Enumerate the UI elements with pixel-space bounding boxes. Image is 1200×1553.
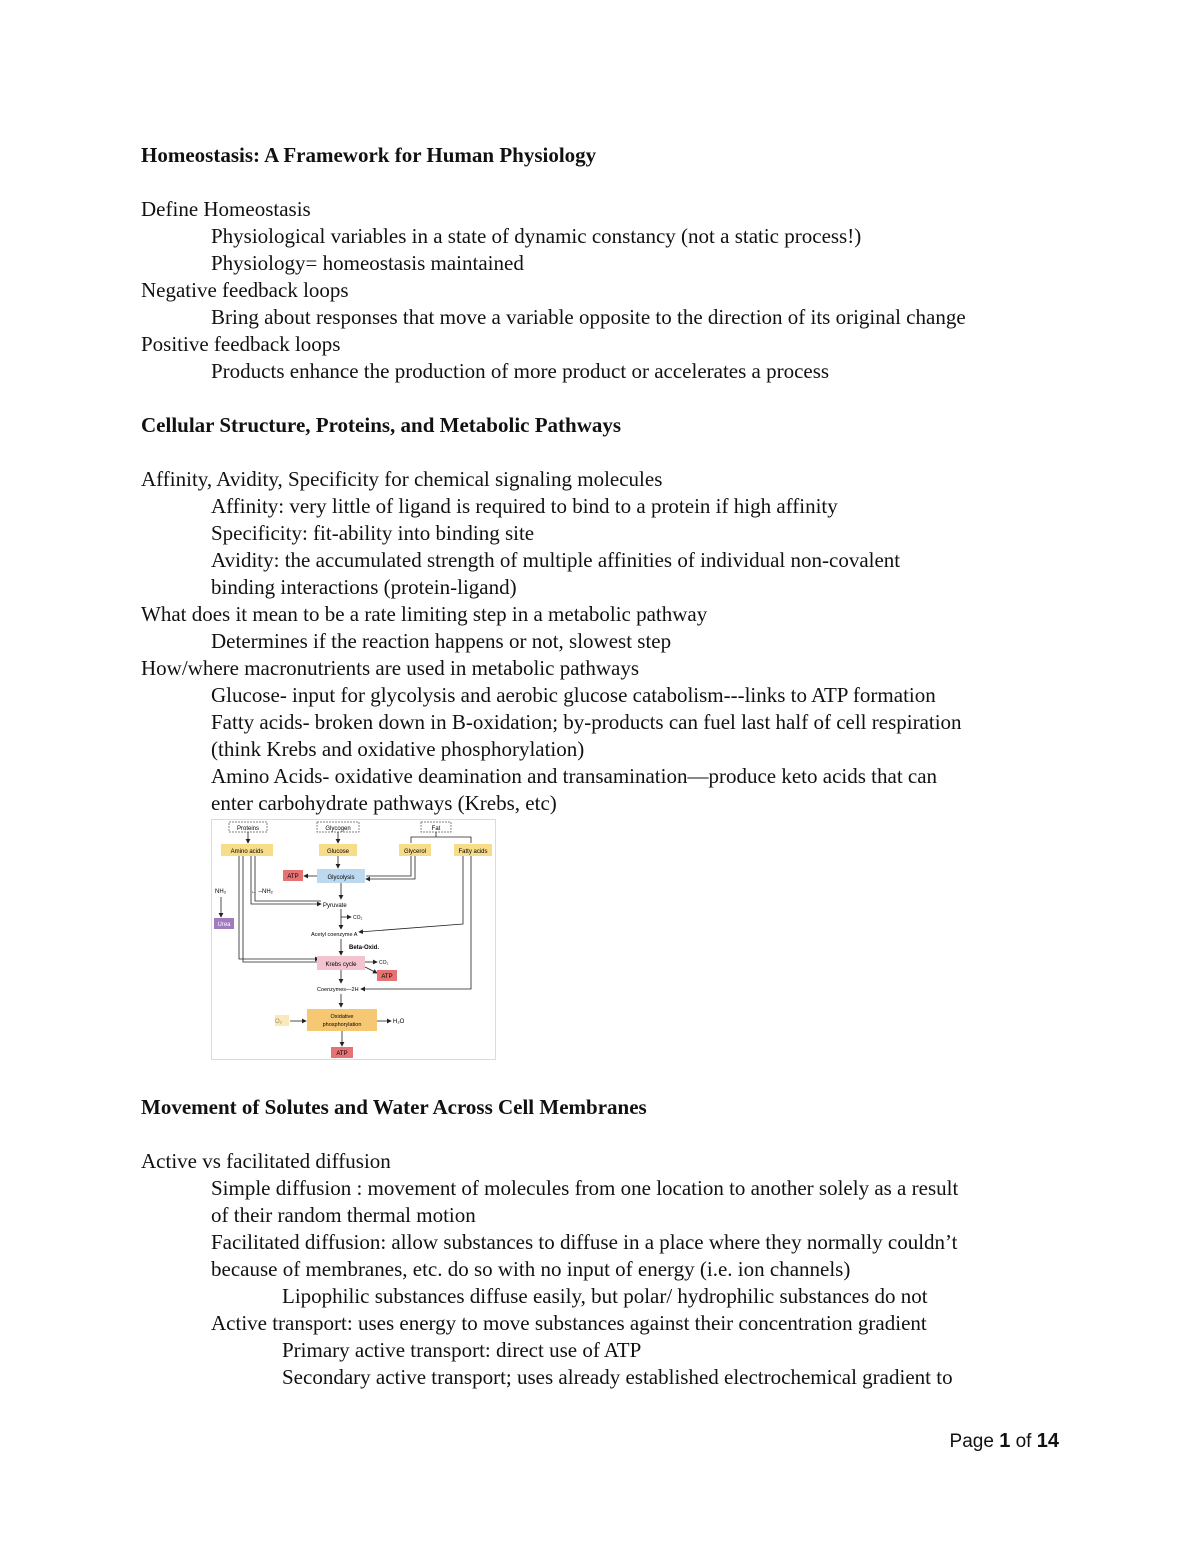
current-page: 1 xyxy=(999,1430,1011,1452)
text-line: enter carbohydrate pathways (Krebs, etc) xyxy=(211,791,557,815)
text-line: How/where macronutrients are used in metabolic pathways xyxy=(141,656,640,680)
text-line: Specificity: fit-ability into binding site xyxy=(211,521,535,545)
text-line: because of membranes, etc. do so with no input of energy (i.e. ion channels) xyxy=(211,1257,851,1281)
section-heading-homeostasis: Homeostasis: A Framework for Human Physiology xyxy=(141,143,597,167)
text-line: Physiological variables in a state of dynamic constancy (not a static process!) xyxy=(211,224,862,248)
text-line: Negative feedback loops xyxy=(141,278,349,302)
h2o-label: H₂O xyxy=(393,1019,405,1025)
co2-label: CO₂ xyxy=(353,915,363,921)
text-line: Glucose- input for glycolysis and aerobic glucose catabolism---links to ATP formation xyxy=(211,683,936,707)
text-line: Positive feedback loops xyxy=(141,332,341,356)
nh2-label: ← –NH₂ xyxy=(251,889,273,895)
text-line: binding interactions (protein-ligand) xyxy=(211,575,517,599)
text-line: Affinity: very little of ligand is required to bind to a protein if high affinity xyxy=(211,494,838,518)
text-line: Active transport: uses energy to move substances against their concentration gradient xyxy=(211,1311,927,1335)
text-line: Active vs facilitated diffusion xyxy=(141,1149,391,1173)
page-number xyxy=(950,1430,1059,1453)
text-line: of their random thermal motion xyxy=(211,1203,476,1227)
section-heading-cellular-structure: Cellular Structure, Proteins, and Metabolic Pathways xyxy=(141,413,622,437)
co2-label: CO₂ xyxy=(379,960,389,966)
oxidative-label: Oxidative xyxy=(330,1014,354,1020)
fat-label: Fat xyxy=(431,826,441,832)
glucose-label: Glucose xyxy=(326,849,350,855)
text-line: Bring about responses that move a variable opposite to the direction of its original change xyxy=(211,305,966,329)
text-line: Secondary active transport; uses already established electrochemical gradient to xyxy=(282,1365,953,1389)
amino-acids-label: Amino acids xyxy=(230,849,264,855)
text-line: Affinity, Avidity, Specificity for chemical signaling molecules xyxy=(141,467,663,491)
coenzymes-label: Coenzymes—2H xyxy=(317,987,359,993)
text-line: Primary active transport: direct use of ATP xyxy=(282,1338,642,1362)
glycerol-label: Glycerol xyxy=(403,849,427,855)
atp-label: ATP xyxy=(336,1051,348,1057)
atp-label: ATP xyxy=(287,874,299,880)
text-line: Amino Acids- oxidative deamination and transamination—produce keto acids that can xyxy=(211,764,938,788)
text-line: What does it mean to be a rate limiting step in a metabolic pathway xyxy=(141,602,708,626)
text-line: (think Krebs and oxidative phosphorylation) xyxy=(211,737,585,761)
fatty-acids-label: Fatty acids xyxy=(458,849,488,855)
atp-label: ATP xyxy=(381,974,393,980)
text-line: Physiology= homeostasis maintained xyxy=(211,251,524,275)
glycolysis-label: Glycolysis xyxy=(327,875,355,881)
nh3-label: NH₃ xyxy=(215,889,227,895)
pyruvate-label: Pyruvate xyxy=(323,903,347,909)
o2-box xyxy=(275,1015,289,1026)
text-line: Determines if the reaction happens or not, slowest step xyxy=(211,629,672,653)
text-line: Lipophilic substances diffuse easily, but polar/ hydrophilic substances do not xyxy=(282,1284,928,1308)
text-line: Facilitated diffusion: allow substances to diffuse in a place where they normally couldn’t xyxy=(211,1230,958,1254)
text-line: Products enhance the production of more product or accelerates a process xyxy=(211,359,830,383)
proteins-label: Proteins xyxy=(236,826,260,832)
phosphorylation-label: phosphorylation xyxy=(322,1022,362,1028)
page-of: of xyxy=(1015,1431,1032,1452)
metabolic-pathway-figure xyxy=(211,819,501,1064)
acetyl-coa-label: Acetyl coenzyme A xyxy=(311,932,358,938)
urea-label: Urea xyxy=(217,922,231,928)
text-line: Simple diffusion : movement of molecules from one location to another solely as a result xyxy=(211,1176,959,1200)
glycogen-label: Glycogen xyxy=(325,826,351,832)
text-line: Fatty acids- broken down in B-oxidation; by-products can fuel last half of cell respiration xyxy=(211,710,962,734)
total-pages: 14 xyxy=(1036,1430,1059,1452)
text-line: Define Homeostasis xyxy=(141,197,311,221)
krebs-cycle-label: Krebs cycle xyxy=(325,962,357,968)
page-prefix: Page xyxy=(949,1431,994,1452)
document-body xyxy=(141,142,1071,1391)
text-line: Avidity: the accumulated strength of multiple affinities of individual non-covalent xyxy=(211,548,901,572)
beta-oxidation-label: Beta-Oxid. xyxy=(349,945,380,951)
section-heading-movement-of-solutes: Movement of Solutes and Water Across Cell Membranes xyxy=(141,1095,647,1119)
metabolic-pathway-diagram xyxy=(211,819,501,1064)
